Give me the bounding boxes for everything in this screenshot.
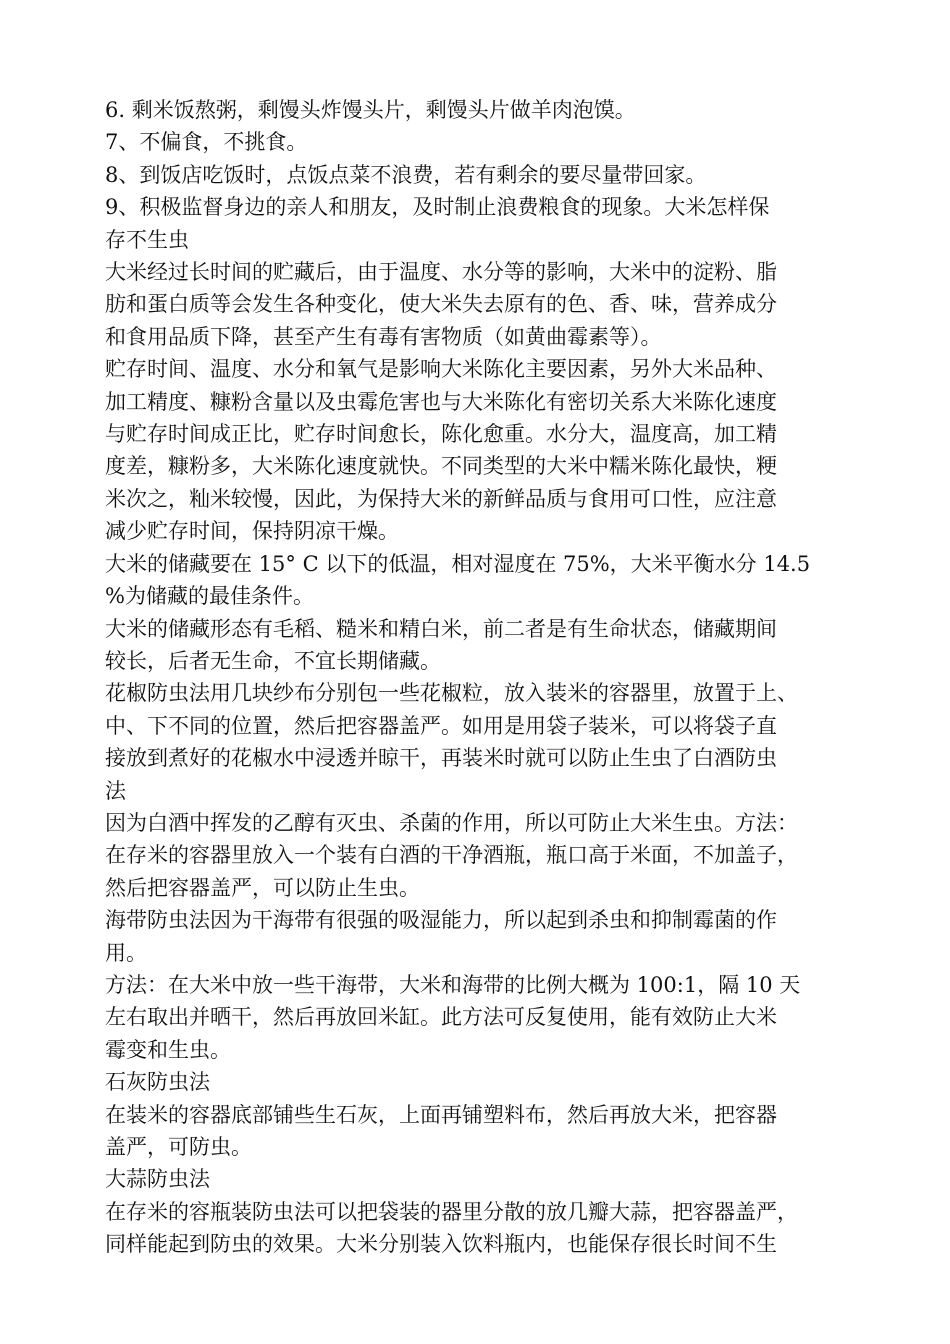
text-line: 大米的储藏形态有毛稻、糙米和精白米，前二者是有生命状态，储藏期间 [105, 616, 777, 641]
text-line: 大米经过长时间的贮藏后，由于温度、水分等的影响，大米中的淀粉、脂 [105, 260, 777, 285]
text-line: 接放到煮好的花椒水中浸透并晾干，再装米时就可以防止生虫了白酒防虫 [105, 746, 777, 771]
text-line: 方法：在大米中放一些干海带，大米和海带的比例大概为 100:1，隔 10 天 [105, 972, 801, 997]
paragraph-p6 [105, 353, 857, 547]
paragraph-p1 [105, 94, 857, 126]
text-line: 米次之，籼米较慢，因此，为保持大米的新鲜品质与食用可口性，应注意 [105, 486, 777, 511]
text-line: 减少贮存时间，保持阴凉干燥。 [105, 519, 399, 544]
text-line: 存不生虫 [105, 227, 189, 252]
text-line: 大米的储藏要在 15° C 以下的低温，相对湿度在 75%，大米平衡水分 14.5 [105, 551, 811, 576]
paragraph-p7 [105, 548, 857, 613]
paragraph-p8 [105, 613, 857, 678]
text-line: 和食用品质下降，甚至产生有毒有害物质（如黄曲霉素等）。 [105, 324, 662, 349]
text-line: 同样能起到防虫的效果。大米分别装入饮料瓶内，也能保存很长时间不生 [105, 1232, 777, 1257]
text-line: 中、下不同的位置，然后把容器盖严。如用是用袋子装米，可以将袋子直 [105, 713, 777, 738]
text-line: 较长，后者无生命，不宜长期储藏。 [105, 648, 441, 673]
paragraph-p3 [105, 159, 857, 191]
text-line: %为储藏的最佳条件。 [105, 584, 314, 609]
text-line: 在装米的容器底部铺些生石灰，上面再铺塑料布，然后再放大米，把容器 [105, 1102, 777, 1127]
text-line: 8、到饭店吃饭时，点饭点菜不浪费，若有剩余的要尽量带回家。 [105, 162, 707, 187]
text-line: 6. 剩米饭熬粥，剩馒头炸馒头片，剩馒头片做羊肉泡馍。 [105, 98, 636, 122]
text-line: 贮存时间、温度、水分和氧气是影响大米陈化主要因素，另外大米品种、 [105, 357, 777, 382]
text-line: 大蒜防虫法 [105, 1167, 210, 1192]
text-line: 盖严，可防虫。 [105, 1135, 252, 1159]
text-line: 在存米的容器里放入一个装有白酒的干净酒瓶，瓶口高于米面，不加盖子， [105, 843, 798, 868]
paragraph-p4 [105, 191, 857, 256]
text-line: 因为白酒中挥发的乙醇有灭虫、杀菌的作用，所以可防止大米生虫。方法： [105, 810, 798, 835]
text-line: 法 [105, 778, 126, 803]
paragraph-p10 [105, 807, 857, 904]
paragraph-p9 [105, 677, 857, 807]
text-line: 加工精度、糠粉含量以及虫霉危害也与大米陈化有密切关系大米陈化速度 [105, 389, 777, 414]
text-line: 左右取出并晒干，然后再放回米缸。此方法可反复使用，能有效防止大米 [105, 1005, 777, 1030]
text-line: 霉变和生虫。 [105, 1037, 231, 1062]
text-line: 然后把容器盖严，可以防止生虫。 [105, 875, 420, 900]
document-body [105, 94, 857, 1261]
text-line: 用。 [105, 940, 147, 965]
paragraph-p16 [105, 1196, 857, 1261]
text-line: 7、不偏食，不挑食。 [105, 130, 308, 155]
paragraph-p13 [105, 1066, 857, 1098]
text-line: 与贮存时间成正比，贮存时间愈长，陈化愈重。水分大，温度高，加工精 [105, 422, 777, 447]
paragraph-p11 [105, 904, 857, 969]
text-line: 石灰防虫法 [105, 1070, 210, 1095]
paragraph-p14 [105, 1099, 857, 1164]
text-line: 在存米的容瓶装防虫法可以把袋装的器里分散的放几瓣大蒜，把容器盖严， [105, 1199, 798, 1224]
text-line: 度差，糠粉多，大米陈化速度就快。不同类型的大米中糯米陈化最快，粳 [105, 454, 777, 479]
text-line: 海带防虫法因为干海带有很强的吸湿能力，所以起到杀虫和抑制霉菌的作 [105, 908, 777, 933]
text-line: 9、积极监督身边的亲人和朋友，及时制止浪费粮食的现象。大米怎样保 [105, 195, 770, 220]
text-line: 花椒防虫法用几块纱布分别包一些花椒粒，放入装米的容器里，放置于上、 [105, 681, 798, 706]
paragraph-p5 [105, 256, 857, 353]
paragraph-p2 [105, 126, 857, 158]
paragraph-p15 [105, 1163, 857, 1195]
text-line: 肪和蛋白质等会发生各种变化，使大米失去原有的色、香、味，营养成分 [105, 292, 777, 317]
paragraph-p12 [105, 969, 857, 1066]
